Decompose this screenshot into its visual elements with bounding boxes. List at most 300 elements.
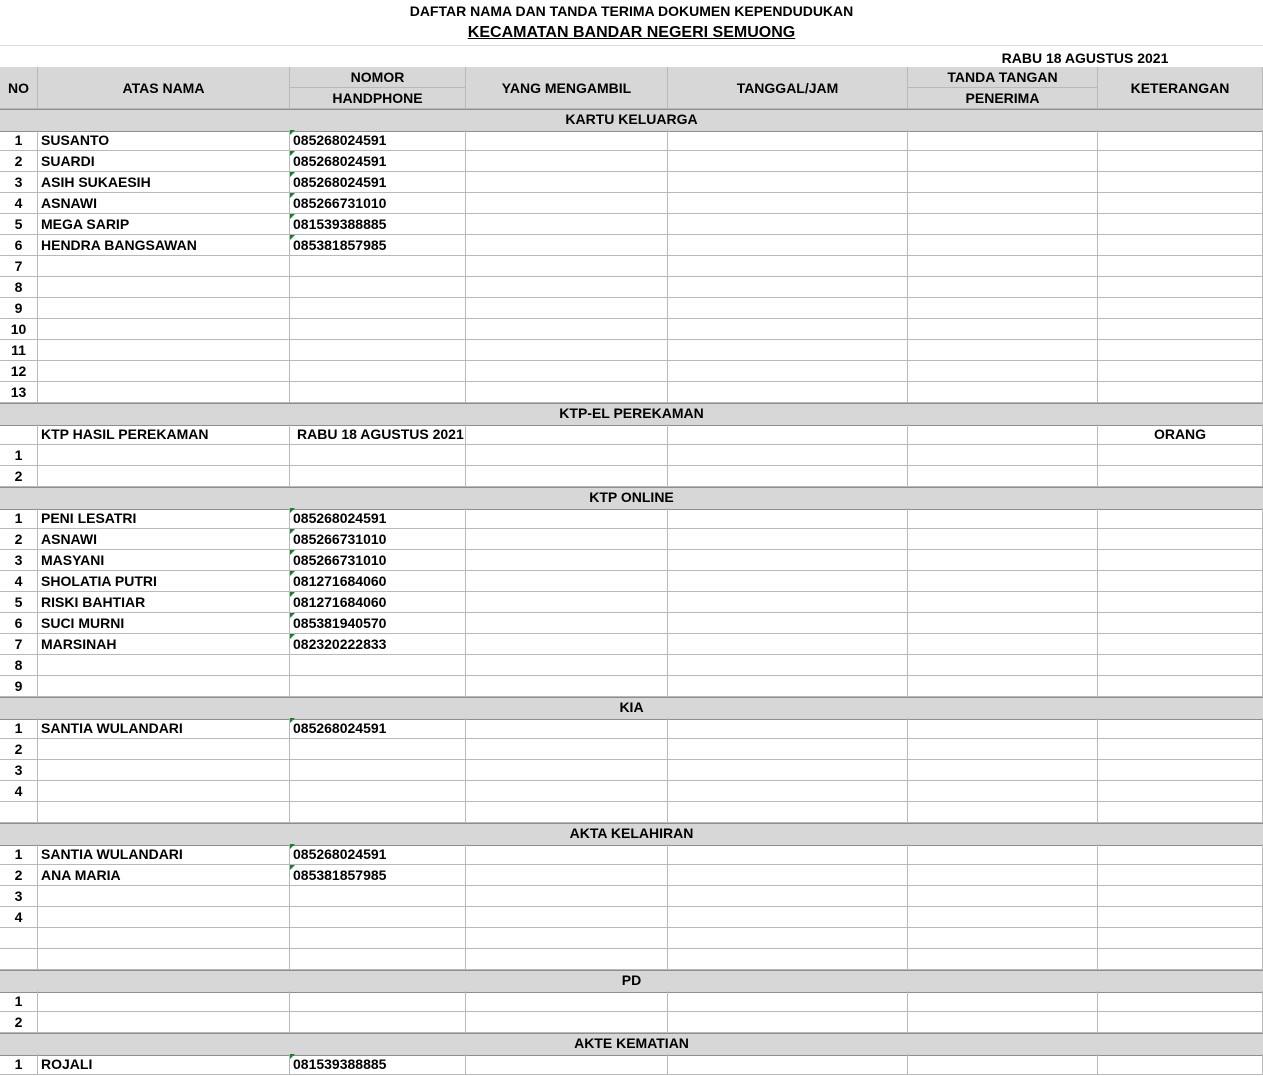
row-empty-cell [668, 844, 908, 865]
row-empty-cell [466, 193, 668, 214]
row-empty-cell [466, 340, 668, 361]
row-empty-cell [668, 382, 908, 403]
row-empty-cell [908, 277, 1098, 298]
row-empty-cell [1098, 529, 1263, 550]
row-name: MASYANI [38, 550, 290, 571]
row-name: HENDRA BANGSAWAN [38, 235, 290, 256]
row-phone: 085266731010 [290, 550, 466, 571]
row-empty-cell [908, 844, 1098, 865]
row-number: 1 [0, 130, 38, 151]
table-row [0, 529, 1263, 550]
section-header [0, 1033, 1263, 1056]
row-empty-cell [668, 361, 908, 382]
table-row [0, 928, 1263, 949]
row-name [38, 277, 290, 298]
row-empty-cell [908, 319, 1098, 340]
row-phone: 085381857985 [290, 235, 466, 256]
row-phone: 085268024591 [290, 718, 466, 739]
row-empty-cell [908, 655, 1098, 676]
row-empty-cell [668, 634, 908, 655]
row-name: ANA MARIA [38, 865, 290, 886]
row-empty-cell [908, 718, 1098, 739]
row-empty-cell [908, 613, 1098, 634]
table-row [0, 319, 1263, 340]
row-empty-cell [1098, 445, 1263, 466]
row-name [38, 298, 290, 319]
section-header [0, 970, 1263, 993]
row-phone [290, 907, 466, 928]
row-number: 1 [0, 508, 38, 529]
row-empty-cell [908, 361, 1098, 382]
row-empty-cell [466, 991, 668, 1012]
row-empty-cell [908, 928, 1098, 949]
row-empty-cell [668, 319, 908, 340]
header-yang-mengambil: YANG MENGAMBIL [466, 67, 668, 109]
section-title: KIA [619, 699, 644, 715]
row-empty-cell [668, 928, 908, 949]
header-tanda-tangan: TANDA TANGAN [908, 67, 1098, 88]
row-empty-cell [466, 634, 668, 655]
row-empty-cell [668, 298, 908, 319]
row-name: SANTIA WULANDARI [38, 844, 290, 865]
row-number: 2 [0, 466, 38, 487]
row-empty-cell [908, 508, 1098, 529]
row-empty-cell [1098, 991, 1263, 1012]
row-empty-cell [1098, 340, 1263, 361]
row-phone: 081539388885 [290, 214, 466, 235]
row-phone [290, 802, 466, 823]
row-phone: 085268024591 [290, 130, 466, 151]
row-empty-cell [466, 529, 668, 550]
row-phone [290, 949, 466, 970]
row-phone [290, 319, 466, 340]
row-empty-cell [466, 802, 668, 823]
row-empty-cell [1098, 508, 1263, 529]
table-row [0, 256, 1263, 277]
row-empty-cell [908, 781, 1098, 802]
row-number: 2 [0, 151, 38, 172]
row-empty-cell [466, 592, 668, 613]
row-empty-cell [1098, 718, 1263, 739]
row-empty-cell [466, 1012, 668, 1033]
row-number: 12 [0, 361, 38, 382]
row-name: SUCI MURNI [38, 613, 290, 634]
row-phone [290, 277, 466, 298]
row-phone [290, 298, 466, 319]
row-phone [290, 1012, 466, 1033]
section-header [0, 823, 1263, 846]
table-row [0, 571, 1263, 592]
header-tanggal-jam: TANGGAL/JAM [668, 67, 908, 109]
row-name [38, 928, 290, 949]
row-number: 5 [0, 592, 38, 613]
row-empty-cell [668, 466, 908, 487]
row-empty-cell [668, 991, 908, 1012]
row-empty-cell [1098, 592, 1263, 613]
row-number: 4 [0, 193, 38, 214]
table-row [0, 235, 1263, 256]
row-phone: 085381857985 [290, 865, 466, 886]
row-empty-cell [908, 907, 1098, 928]
row-phone: 085268024591 [290, 508, 466, 529]
row-name [38, 886, 290, 907]
row-empty-cell [1098, 151, 1263, 172]
row-empty-cell [908, 172, 1098, 193]
row-phone: 081271684060 [290, 571, 466, 592]
row-empty-cell [466, 781, 668, 802]
table-row [0, 361, 1263, 382]
row-empty-cell [908, 949, 1098, 970]
row-phone [290, 256, 466, 277]
subheader-cell [0, 424, 38, 445]
row-empty-cell [1098, 214, 1263, 235]
row-empty-cell [466, 361, 668, 382]
subheader-row [0, 424, 1263, 445]
row-empty-cell [668, 781, 908, 802]
row-number: 13 [0, 382, 38, 403]
row-name [38, 676, 290, 697]
row-empty-cell [668, 907, 908, 928]
row-empty-cell [1098, 886, 1263, 907]
row-name: SUSANTO [38, 130, 290, 151]
row-name: SUARDI [38, 151, 290, 172]
table-row [0, 340, 1263, 361]
row-empty-cell [466, 256, 668, 277]
top-divider [0, 45, 1263, 46]
document-title: DAFTAR NAMA DAN TANDA TERIMA DOKUMEN KEPENDUDUKAN [409, 3, 854, 19]
row-number: 4 [0, 907, 38, 928]
row-empty-cell [1098, 193, 1263, 214]
row-empty-cell [466, 277, 668, 298]
section-title: PD [621, 972, 642, 988]
table-row [0, 760, 1263, 781]
row-empty-cell [466, 382, 668, 403]
row-empty-cell [668, 865, 908, 886]
row-phone: 085268024591 [290, 172, 466, 193]
table-row [0, 907, 1263, 928]
row-empty-cell [908, 1054, 1098, 1075]
table-row [0, 550, 1263, 571]
table-row [0, 445, 1263, 466]
row-empty-cell [668, 151, 908, 172]
table-row [0, 1012, 1263, 1033]
row-number: 1 [0, 844, 38, 865]
row-empty-cell [668, 130, 908, 151]
row-empty-cell [668, 340, 908, 361]
row-number: 3 [0, 550, 38, 571]
row-empty-cell [908, 214, 1098, 235]
subheader-name: KTP HASIL PEREKAMAN [38, 424, 290, 445]
row-empty-cell [1098, 466, 1263, 487]
row-empty-cell [466, 655, 668, 676]
row-empty-cell [466, 928, 668, 949]
header-penerima: PENERIMA [908, 88, 1098, 109]
row-empty-cell [908, 382, 1098, 403]
row-empty-cell [466, 907, 668, 928]
row-empty-cell [668, 235, 908, 256]
row-empty-cell [668, 214, 908, 235]
row-phone [290, 781, 466, 802]
row-empty-cell [1098, 319, 1263, 340]
table-row [0, 592, 1263, 613]
table-row [0, 214, 1263, 235]
row-empty-cell [1098, 613, 1263, 634]
row-name [38, 256, 290, 277]
row-empty-cell [1098, 235, 1263, 256]
row-number: 2 [0, 865, 38, 886]
row-empty-cell [466, 949, 668, 970]
table-row [0, 676, 1263, 697]
row-number: 1 [0, 1054, 38, 1075]
row-number: 5 [0, 214, 38, 235]
row-empty-cell [1098, 802, 1263, 823]
table-row [0, 781, 1263, 802]
row-empty-cell [908, 340, 1098, 361]
table-row [0, 466, 1263, 487]
row-empty-cell [1098, 907, 1263, 928]
row-empty-cell [1098, 844, 1263, 865]
table-row [0, 172, 1263, 193]
row-empty-cell [908, 676, 1098, 697]
row-empty-cell [466, 865, 668, 886]
row-number [0, 949, 38, 970]
row-empty-cell [466, 718, 668, 739]
row-phone [290, 886, 466, 907]
table-row [0, 655, 1263, 676]
row-empty-cell [668, 739, 908, 760]
row-name [38, 319, 290, 340]
row-empty-cell [1098, 928, 1263, 949]
row-number: 6 [0, 235, 38, 256]
row-empty-cell [668, 1054, 908, 1075]
row-phone [290, 655, 466, 676]
row-empty-cell [1098, 949, 1263, 970]
row-empty-cell [668, 949, 908, 970]
row-empty-cell [1098, 781, 1263, 802]
row-name: SHOLATIA PUTRI [38, 571, 290, 592]
row-number: 3 [0, 760, 38, 781]
row-empty-cell [1098, 676, 1263, 697]
row-empty-cell [1098, 361, 1263, 382]
row-name [38, 760, 290, 781]
row-empty-cell [1098, 1012, 1263, 1033]
row-empty-cell [908, 571, 1098, 592]
row-empty-cell [668, 613, 908, 634]
table-row [0, 634, 1263, 655]
table-row [0, 991, 1263, 1012]
row-empty-cell [466, 172, 668, 193]
row-empty-cell [668, 655, 908, 676]
row-phone [290, 361, 466, 382]
row-name [38, 340, 290, 361]
row-empty-cell [668, 592, 908, 613]
row-empty-cell [668, 571, 908, 592]
row-number: 11 [0, 340, 38, 361]
row-empty-cell [668, 886, 908, 907]
row-empty-cell [908, 130, 1098, 151]
row-phone [290, 928, 466, 949]
table-row [0, 802, 1263, 823]
row-number: 4 [0, 781, 38, 802]
table-row [0, 739, 1263, 760]
row-empty-cell [1098, 739, 1263, 760]
row-empty-cell [668, 508, 908, 529]
row-empty-cell [668, 760, 908, 781]
row-empty-cell [466, 739, 668, 760]
table-header [0, 67, 1263, 109]
row-name: ASIH SUKAESIH [38, 172, 290, 193]
row-phone: 085268024591 [290, 844, 466, 865]
row-phone: 085266731010 [290, 193, 466, 214]
row-empty-cell [466, 613, 668, 634]
table-row [0, 865, 1263, 886]
row-empty-cell [908, 550, 1098, 571]
row-empty-cell [466, 235, 668, 256]
table-row [0, 613, 1263, 634]
subheader-cell [466, 424, 668, 445]
row-number: 1 [0, 445, 38, 466]
row-empty-cell [466, 676, 668, 697]
section-title: AKTE KEMATIAN [574, 1035, 689, 1051]
row-empty-cell [466, 508, 668, 529]
header-handphone: HANDPHONE [290, 88, 466, 109]
row-empty-cell [668, 193, 908, 214]
row-empty-cell [466, 130, 668, 151]
row-name: ASNAWI [38, 193, 290, 214]
row-empty-cell [1098, 655, 1263, 676]
section-header [0, 487, 1263, 510]
row-empty-cell [1098, 634, 1263, 655]
row-number: 6 [0, 613, 38, 634]
document-date: RABU 18 AGUSTUS 2021 [1001, 50, 1169, 66]
row-name [38, 802, 290, 823]
row-empty-cell [908, 151, 1098, 172]
row-empty-cell [668, 172, 908, 193]
table-row [0, 277, 1263, 298]
row-name [38, 466, 290, 487]
row-number: 1 [0, 718, 38, 739]
row-empty-cell [466, 214, 668, 235]
row-phone [290, 676, 466, 697]
section-header [0, 697, 1263, 720]
subheader-cell [908, 424, 1098, 445]
row-empty-cell [668, 718, 908, 739]
table-row [0, 886, 1263, 907]
row-name: RISKI BAHTIAR [38, 592, 290, 613]
row-number [0, 928, 38, 949]
row-empty-cell [466, 445, 668, 466]
row-number: 1 [0, 991, 38, 1012]
row-empty-cell [466, 760, 668, 781]
row-name: ROJALI [38, 1054, 290, 1075]
row-empty-cell [908, 235, 1098, 256]
row-empty-cell [668, 256, 908, 277]
header-atas-nama: ATAS NAMA [38, 67, 290, 109]
row-number: 3 [0, 886, 38, 907]
row-empty-cell [908, 298, 1098, 319]
row-number: 9 [0, 298, 38, 319]
row-phone: 085266731010 [290, 529, 466, 550]
row-empty-cell [668, 529, 908, 550]
row-empty-cell [466, 151, 668, 172]
row-empty-cell [908, 466, 1098, 487]
row-empty-cell [466, 298, 668, 319]
row-name [38, 781, 290, 802]
subheader-cell [668, 424, 908, 445]
row-phone [290, 991, 466, 1012]
row-number: 8 [0, 655, 38, 676]
row-empty-cell [1098, 277, 1263, 298]
table-row [0, 130, 1263, 151]
table-row [0, 1054, 1263, 1075]
row-name: MARSINAH [38, 634, 290, 655]
row-empty-cell [908, 193, 1098, 214]
row-empty-cell [908, 1012, 1098, 1033]
section-header [0, 109, 1263, 132]
row-name: PENI LESATRI [38, 508, 290, 529]
row-empty-cell [466, 550, 668, 571]
row-phone [290, 760, 466, 781]
row-empty-cell [1098, 130, 1263, 151]
row-phone [290, 466, 466, 487]
row-empty-cell [908, 256, 1098, 277]
row-empty-cell [1098, 865, 1263, 886]
section-title: KTP-EL PEREKAMAN [559, 405, 704, 421]
row-empty-cell [1098, 256, 1263, 277]
row-number: 7 [0, 256, 38, 277]
row-empty-cell [668, 1012, 908, 1033]
row-number: 2 [0, 739, 38, 760]
row-empty-cell [1098, 760, 1263, 781]
header-nomor: NOMOR [290, 67, 466, 88]
row-number: 4 [0, 571, 38, 592]
row-number [0, 802, 38, 823]
subheader-date: RABU 18 AGUSTUS 2021 [290, 424, 466, 445]
row-phone [290, 340, 466, 361]
row-number: 8 [0, 277, 38, 298]
row-empty-cell [466, 466, 668, 487]
row-name [38, 361, 290, 382]
row-empty-cell [466, 1054, 668, 1075]
row-name [38, 445, 290, 466]
row-empty-cell [908, 634, 1098, 655]
table-row [0, 949, 1263, 970]
row-empty-cell [466, 571, 668, 592]
row-empty-cell [466, 844, 668, 865]
row-number: 7 [0, 634, 38, 655]
table-row [0, 382, 1263, 403]
row-empty-cell [1098, 172, 1263, 193]
table-row [0, 718, 1263, 739]
row-empty-cell [1098, 571, 1263, 592]
table-row [0, 508, 1263, 529]
row-empty-cell [668, 550, 908, 571]
row-empty-cell [466, 886, 668, 907]
row-name [38, 1012, 290, 1033]
row-phone [290, 445, 466, 466]
row-name [38, 655, 290, 676]
row-empty-cell [1098, 298, 1263, 319]
section-title: KARTU KELUARGA [565, 111, 698, 127]
subheader-unit: ORANG [1098, 424, 1263, 445]
row-phone: 081539388885 [290, 1054, 466, 1075]
row-number: 3 [0, 172, 38, 193]
row-empty-cell [668, 445, 908, 466]
row-empty-cell [908, 865, 1098, 886]
row-empty-cell [466, 319, 668, 340]
row-name [38, 382, 290, 403]
row-empty-cell [668, 676, 908, 697]
